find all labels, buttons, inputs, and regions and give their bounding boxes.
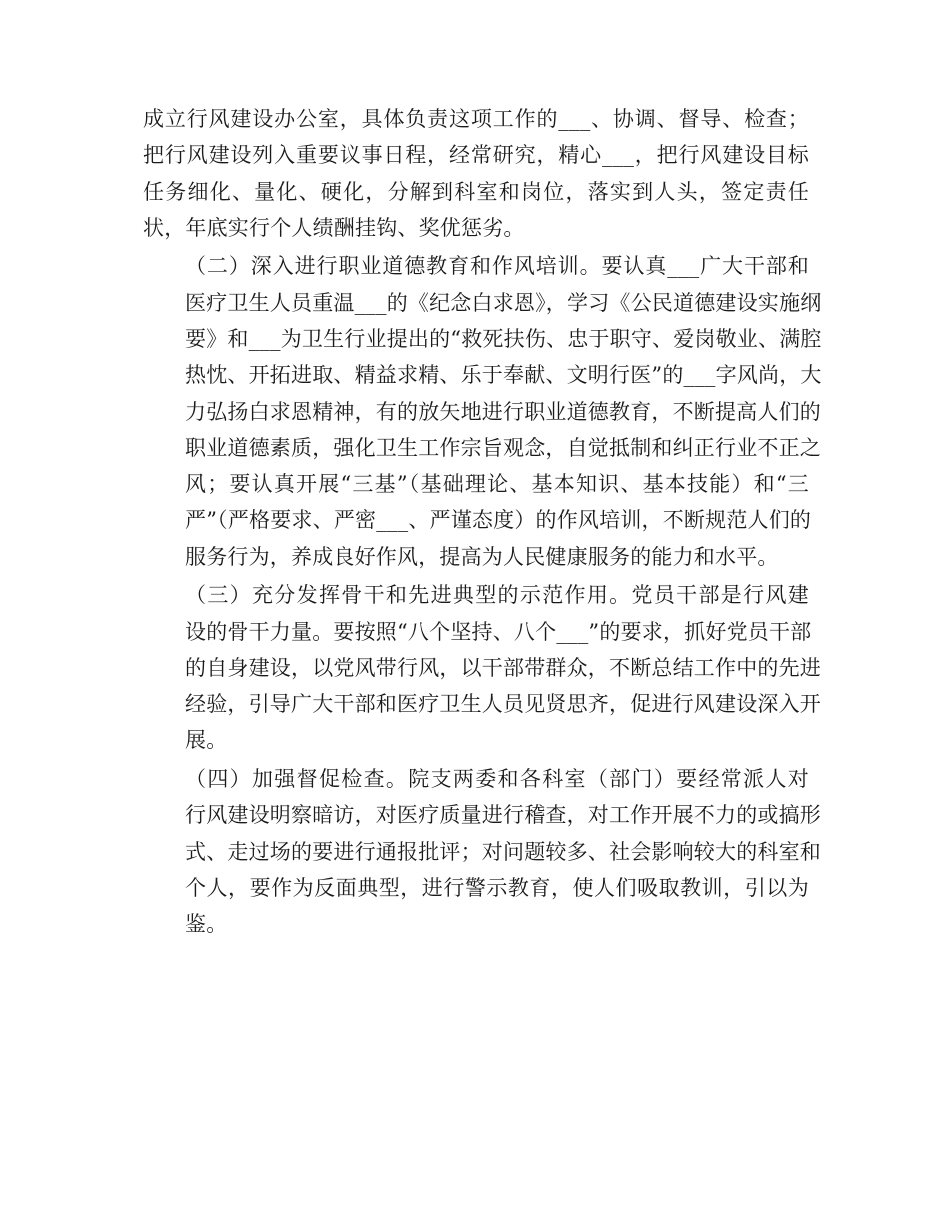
paragraph-role-models [143, 577, 821, 758]
text-line: 状，年底实行个人绩酬挂钩、奖优惩劣。 [143, 215, 525, 240]
text-line: 展。 [185, 728, 228, 753]
text-line: 式、走过场的要进行通报批评；对问题较多、社会影响较大的科室和 [185, 839, 821, 864]
text-line: 职业道德素质，强化卫生工作宗旨观念，自觉抵制和纠正行业不正之 [185, 435, 821, 460]
text-line: （二）深入进行职业道德教育和作风培训。要认真___广大干部和 [185, 254, 809, 279]
text-line: 鉴。 [185, 912, 228, 937]
text-line: 设的骨干力量。要按照“八个坚持、八个___”的要求，抓好党员干部 [185, 619, 812, 644]
text-line: 的自身建设，以党风带行风，以干部带群众，不断总结工作中的先进 [185, 655, 821, 680]
text-line: 要》和___为卫生行业提出的“救死扶伤、忠于职守、爱岗敬业、满腔 [185, 326, 822, 351]
text-line: 成立行风建设办公室，具体负责这项工作的___、协调、督导、检查； [143, 107, 809, 131]
paragraph-office-setup [143, 101, 809, 246]
text-line: （三）充分发挥骨干和先进典型的示范作用。党员干部是行风建 [185, 583, 809, 608]
paragraph-ethics-education [143, 248, 822, 575]
text-line: 个人，要作为反面典型，进行警示教育，使人们吸取教训，引以为 [185, 875, 809, 900]
text-line: 经验，引导广大干部和医疗卫生人员见贤思齐，促进行风建设深入开 [185, 692, 821, 717]
text-line: 力弘扬白求恩精神，有的放矢地进行职业道德教育，不断提高人们的 [185, 399, 821, 424]
text-line: 医疗卫生人员重温___的《纪念白求恩》，学习《公民道德建设实施纲 [185, 290, 822, 315]
text-line: （四）加强督促检查。院支两委和各科室（部门）要经常派人对 [185, 766, 809, 791]
document-body [143, 101, 822, 945]
text-line: 行风建设明察暗访，对医疗质量进行稽查，对工作开展不力的或搞形 [185, 803, 821, 828]
text-line: 严”（严格要求、严密___、严谨态度）的作风培训，不断规范人们的 [185, 508, 812, 533]
text-line: 热忱、开拓进取、精益求精、乐于奉献、文明行医”的___字风尚，大 [185, 363, 822, 388]
text-line: 风；要认真开展“三基”（基础理论、基本知识、基本技能）和“三 [185, 472, 809, 497]
paragraph-supervision [143, 761, 821, 942]
text-line: 把行风建设列入重要议事日程，经常研究，精心___，把行风建设目标 [143, 143, 809, 168]
text-line: 任务细化、量化、硬化，分解到科室和岗位，落实到人头，签定责任 [143, 179, 809, 204]
text-line: 服务行为，养成良好作风，提高为人民健康服务的能力和水平。 [185, 544, 779, 569]
